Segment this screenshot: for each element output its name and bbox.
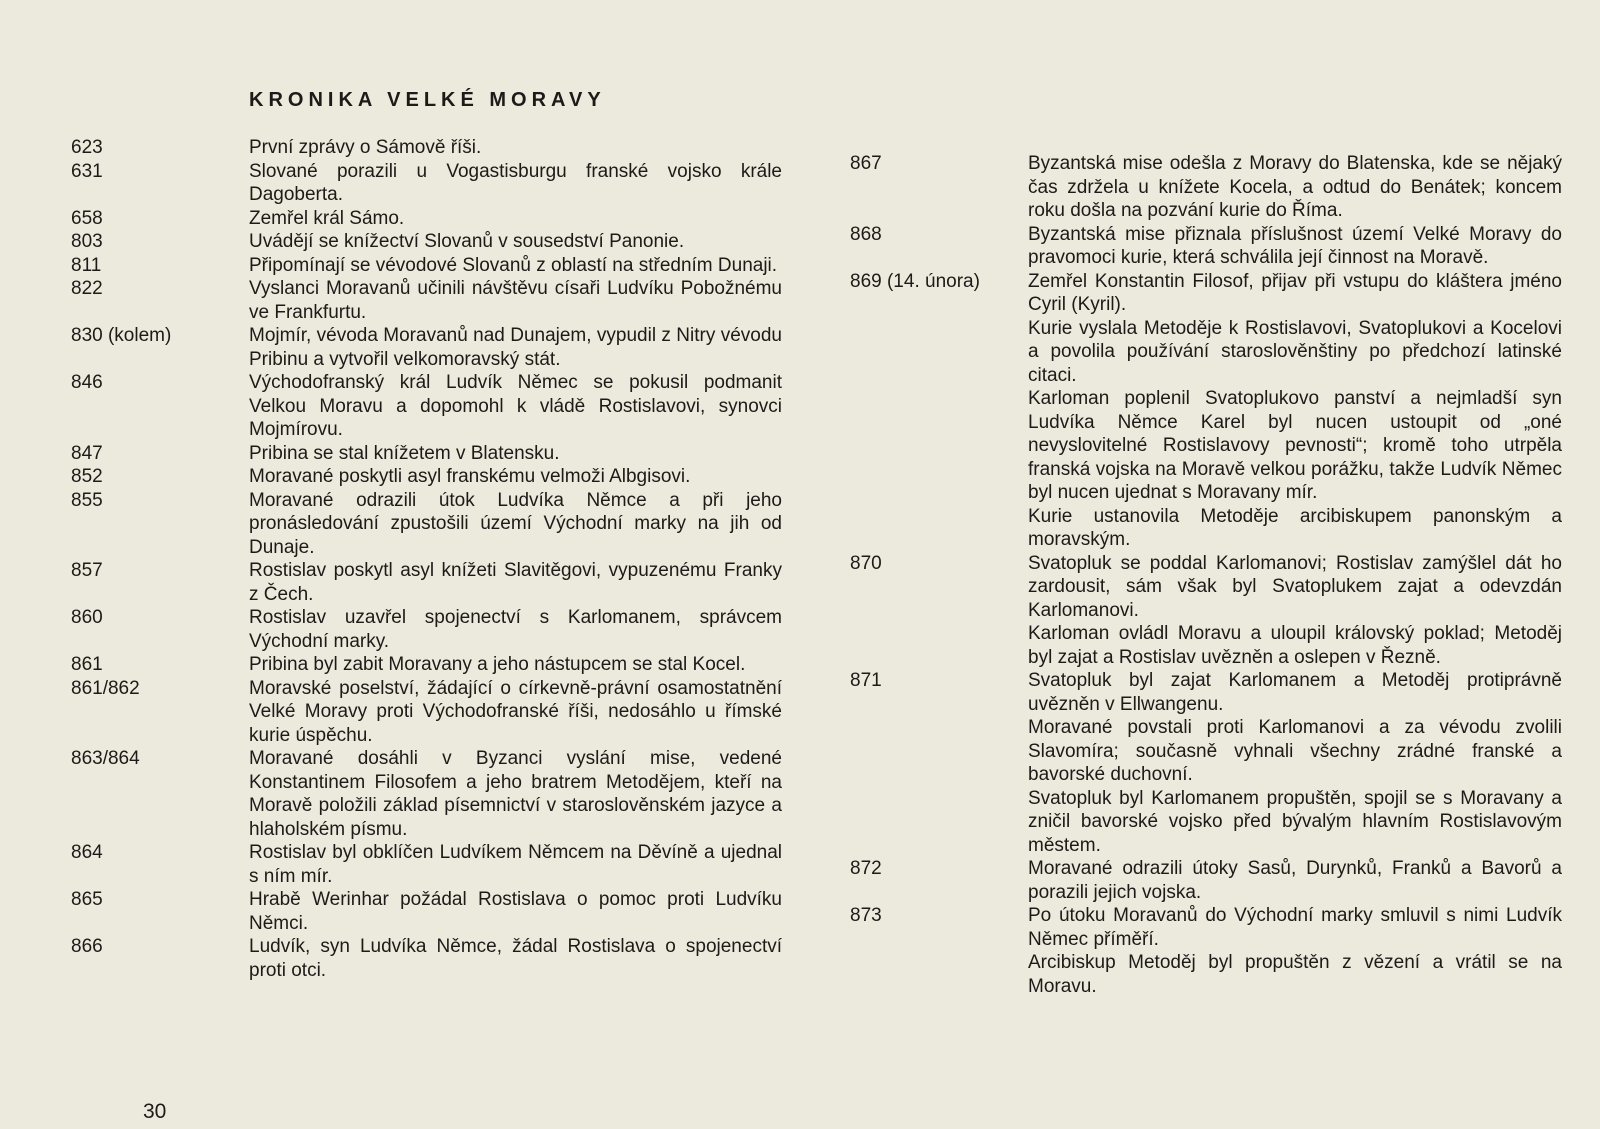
entry-year: 869 (14. února)	[850, 270, 980, 292]
entry-text: Zemřel král Sámo.	[249, 207, 405, 229]
chronicle-entry	[71, 371, 782, 442]
chronicle-entry	[850, 951, 1562, 998]
entry-text: Rostislav poskytl asyl knížeti Slavitěgovi, vypuzenému Franky z Čech.	[249, 560, 782, 605]
entry-text: Karloman ovládl Moravu a uloupil královský poklad; Metoděj byl zajat a Rostislav uvězněn a oslepen v Řezně.	[1028, 623, 1562, 668]
chronicle-entry	[71, 559, 782, 606]
entry-year: 868	[850, 223, 882, 245]
entry-text: První zprávy o Sámově říši.	[249, 137, 482, 158]
entry-year: 803	[71, 231, 103, 252]
entry-year: 872	[850, 858, 882, 879]
entry-year: 847	[71, 442, 103, 464]
chronicle-entry	[850, 270, 1562, 317]
entry-text: Byzantská mise přiznala příslušnost území Velké Moravy do pravomoci kurie, která schválila její činnost na Moravě.	[1028, 223, 1562, 268]
chronicle-entry	[71, 207, 782, 231]
entry-text: Svatopluk byl zajat Karlomanem a Metoděj protiprávně uvězněn v Ellwangenu.	[1028, 670, 1562, 715]
entry-text: Moravané odrazili útok Ludvíka Němce a při jeho pronásledování zpustošili území Východní marky na jih od Dunaje.	[249, 489, 782, 558]
entry-year: 870	[850, 552, 882, 574]
entry-text: Po útoku Moravanů do Východní marky smluvil s nimi Ludvík Němec příměří.	[1028, 905, 1562, 950]
entry-text: Hrabě Werinhar požádal Rostislava o pomoc proti Ludvíku Němci.	[249, 889, 782, 934]
entry-year: 846	[71, 372, 103, 393]
entry-text: Pribina se stal knížetem v Blatensku.	[249, 442, 560, 464]
entry-year: 871	[850, 670, 882, 691]
entry-year: 861/862	[71, 677, 140, 699]
entry-text: Slované porazili u Vogastisburgu franské vojsko krále Dagoberta.	[249, 160, 782, 205]
entry-text: Moravané odrazili útoky Sasů, Durynků, Franků a Bavorů a porazili jejich vojska.	[1028, 858, 1562, 903]
chronicle-entry	[850, 223, 1562, 270]
page-title: KRONIKA VELKÉ MORAVY	[249, 89, 606, 111]
chronicle-entry	[850, 152, 1562, 223]
entry-text: Svatopluk byl Karlomanem propuštěn, spojil se s Moravany a zničil bavorské vojsko před bývalým hlavním Rostislavovým městem.	[1028, 787, 1562, 856]
entry-text: Moravané poskytli asyl franskému velmoži Albgisovi.	[249, 466, 691, 487]
chronicle-entry	[71, 677, 782, 748]
chronicle-entry	[850, 716, 1562, 787]
entry-text: Rostislav byl obklíčen Ludvíkem Němcem na Děvíně a ujednal s ním mír.	[249, 842, 782, 887]
chronicle-entry	[850, 857, 1562, 904]
entry-text: Kurie ustanovila Metoděje arcibiskupem panonským a moravským.	[1028, 505, 1562, 550]
chronicle-entry	[71, 841, 782, 888]
chronicle-entry	[71, 747, 782, 841]
entry-year: 861	[71, 654, 103, 675]
chronicle-entry	[850, 505, 1562, 552]
chronicle-entry	[71, 230, 782, 254]
page-number: 30	[143, 1100, 167, 1123]
chronicle-entry	[71, 136, 782, 160]
entry-year: 860	[71, 607, 103, 628]
entry-text: Karloman poplenil Svatoplukovo panství a nejmladší syn Ludvíka Němce Karel byl nucen ustoupit od „oné nevyslovitelné Rostislavovy pevnosti“; kromě toho utrpěla franská vojska na Moravě velkou porážku, takže Ludvík Němec byl nucen ujednat s Moravany mír.	[1028, 388, 1562, 503]
entry-year: 855	[71, 489, 103, 511]
chronicle-entry	[850, 387, 1562, 505]
entry-text: Moravané povstali proti Karlomanovi a za vévodu zvolili Slavomíra; současně vyhnali všechny zrádné franské a bavorské duchovní.	[1028, 717, 1562, 785]
entry-text: Východofranský král Ludvík Němec se pokusil podmanit Velkou Moravu a dopomohl k vládě Rostislavovi, synovci Mojmírovu.	[249, 372, 782, 440]
entry-text: Rostislav uzavřel spojenectví s Karlomanem, správcem Východní marky.	[249, 607, 782, 652]
entry-text: Moravané dosáhli v Byzanci vyslání mise, vedené Konstantinem Filosofem a jeho bratrem Metodějem, kteří na Moravě položili základ písemnictví v staroslověnském jazyce a hlaholském písmu.	[249, 748, 782, 840]
chronicle-entry	[71, 606, 782, 653]
chronicle-entry	[850, 787, 1562, 858]
entry-year: 864	[71, 842, 103, 863]
chronicle-entry	[71, 653, 782, 677]
chronicle-entry	[71, 888, 782, 935]
entry-year: 658	[71, 207, 103, 229]
entry-text: Zemřel Konstantin Filosof, přijav při vstupu do kláštera jméno Cyril (Kyril).	[1028, 270, 1562, 315]
chronicle-entry	[71, 277, 782, 324]
entry-year: 857	[71, 560, 103, 581]
chronicle-entry	[71, 160, 782, 207]
chronicle-entry	[850, 669, 1562, 716]
chronicle-entry	[71, 935, 782, 982]
entry-text: Mojmír, vévoda Moravanů nad Dunajem, vypudil z Nitry vévodu Pribinu a vytvořil velkomoravský stát.	[249, 325, 782, 370]
entry-text: Moravské poselství, žádající o církevně-právní osamostatnění Velké Moravy proti Východofranské říši, nedosáhlo u římské kurie úspěchu.	[249, 677, 782, 746]
entry-year: 830 (kolem)	[71, 325, 172, 346]
entry-text: Připomínají se vévodové Slovanů z oblastí na středním Dunaji.	[249, 254, 778, 276]
chronicle-entry	[71, 442, 782, 466]
entry-text: Byzantská mise odešla z Moravy do Blatenska, kde se nějaký čas zdržela u knížete Kocela, a odtud do Benátek; koncem roku došla na pozvání kurie do Říma.	[1028, 153, 1562, 221]
entry-year: 867	[850, 153, 882, 174]
chronicle-entry	[71, 254, 782, 278]
chronicle-entry	[850, 622, 1562, 669]
chronicle-entry	[71, 465, 782, 489]
right-column	[850, 152, 1562, 998]
chronicle-entry	[850, 904, 1562, 951]
entry-text: Arcibiskup Metoděj byl propuštěn z vězení a vrátil se na Moravu.	[1028, 952, 1562, 997]
entry-year: 631	[71, 160, 103, 182]
entry-text: Pribina byl zabit Moravany a jeho nástupcem se stal Kocel.	[249, 654, 746, 675]
chronicle-entry	[71, 489, 782, 560]
entry-year: 811	[71, 254, 102, 276]
entry-year: 863/864	[71, 748, 140, 769]
chronicle-entry	[850, 552, 1562, 623]
entry-year: 623	[71, 137, 103, 158]
entry-text: Ludvík, syn Ludvíka Němce, žádal Rostislava o spojenectví proti otci.	[249, 936, 782, 981]
entry-year: 822	[71, 278, 103, 299]
chronicle-entry	[850, 317, 1562, 388]
left-column	[71, 136, 782, 982]
entry-text: Uvádějí se knížectví Slovanů v sousedství Panonie.	[249, 231, 685, 252]
entry-text: Vyslanci Moravanů učinili návštěvu císaři Ludvíku Pobožnému ve Frankfurtu.	[249, 278, 782, 323]
entry-text: Svatopluk se poddal Karlomanovi; Rostislav zamýšlel dát ho zardousit, sám však byl Svatoplukem zajat a odevzdán Karlomanovi.	[1028, 552, 1562, 621]
entry-year: 866	[71, 936, 103, 957]
entry-year: 865	[71, 889, 103, 910]
entry-text: Kurie vyslala Metoděje k Rostislavovi, Svatoplukovi a Kocelovi a povolila používání staroslověnštiny po předchozí latinské citaci.	[1028, 317, 1562, 386]
entry-year: 852	[71, 466, 103, 487]
chronicle-entry	[71, 324, 782, 371]
entry-year: 873	[850, 905, 882, 926]
